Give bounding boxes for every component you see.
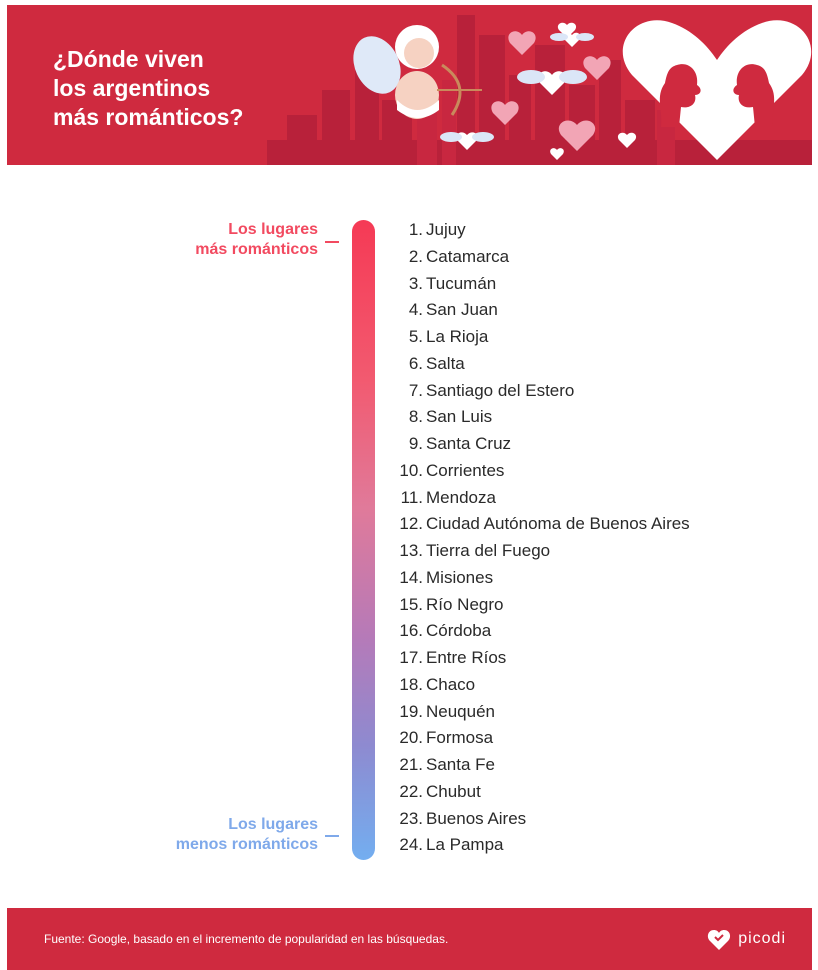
- rank-number: 17.: [399, 648, 423, 667]
- rank-number: 3.: [408, 273, 423, 293]
- province-name: Santa Fe: [426, 755, 495, 774]
- rank-number: 24.: [399, 835, 423, 855]
- province-name: Chubut: [426, 781, 481, 801]
- header-banner: [7, 5, 812, 165]
- label-connector-bottom: [325, 835, 339, 837]
- list-item: [380, 725, 690, 752]
- list-item: [380, 699, 690, 726]
- province-name: Córdoba: [426, 621, 492, 641]
- province-name: Corrientes: [426, 460, 505, 480]
- province-name: Misiones: [426, 567, 494, 587]
- rank-number: 12.: [399, 514, 423, 534]
- rank-number: 1.: [408, 220, 423, 239]
- province-name: Jujuy: [426, 220, 466, 239]
- province-name: La Pampa: [426, 835, 504, 855]
- province-name: Salta: [426, 353, 465, 373]
- rank-number: 15.: [399, 594, 423, 614]
- brand-logo: [706, 923, 786, 955]
- list-item: [380, 431, 690, 458]
- rank-number: 6.: [408, 353, 423, 373]
- rank-number: 5.: [408, 327, 423, 346]
- rank-number: 7.: [408, 380, 423, 400]
- list-item: [380, 351, 690, 378]
- title-line: ¿Dónde viven: [53, 46, 204, 72]
- rank-number: 20.: [399, 728, 423, 748]
- label-line: menos románticos: [175, 836, 318, 853]
- province-name: Neuquén: [426, 701, 496, 721]
- rank-number: 2.: [408, 246, 423, 266]
- rank-number: 4.: [408, 300, 423, 320]
- list-item: [380, 832, 690, 859]
- province-name: Río Negro: [426, 594, 504, 614]
- rank-number: 11.: [400, 487, 423, 507]
- rank-number: 21.: [399, 755, 423, 774]
- footer-banner: [7, 908, 812, 970]
- list-item: [380, 592, 690, 619]
- list-item: [380, 618, 690, 645]
- rank-number: 13.: [399, 541, 423, 560]
- list-item: [380, 404, 690, 431]
- label-line: Los lugares: [228, 221, 318, 238]
- label-line: más románticos: [195, 241, 318, 258]
- list-item: [380, 378, 690, 405]
- title-line: más románticos?: [53, 104, 244, 130]
- romance-gradient-scale: [352, 220, 375, 860]
- list-item: [380, 297, 690, 324]
- rank-number: 18.: [399, 674, 423, 694]
- rank-number: 23.: [399, 808, 423, 828]
- list-item: [380, 672, 690, 699]
- list-item: [380, 565, 690, 592]
- source-note: Fuente: Google, basado en el incremento de popularidad en las búsquedas.: [44, 932, 449, 946]
- list-item: [380, 217, 690, 244]
- province-name: Ciudad Autónoma de Buenos Aires: [426, 514, 690, 534]
- label-line: Los lugares: [228, 816, 318, 833]
- rank-number: 19.: [399, 701, 423, 721]
- province-name: La Rioja: [426, 327, 489, 346]
- label-connector-top: [325, 241, 339, 243]
- province-name: Buenos Aires: [426, 808, 527, 828]
- most-romantic-label: [18, 220, 318, 260]
- province-name: San Luis: [426, 407, 493, 427]
- list-item: [380, 779, 690, 806]
- province-name: Formosa: [426, 728, 494, 748]
- province-name: Tierra del Fuego: [426, 541, 551, 560]
- province-name: Chaco: [426, 674, 476, 694]
- brand-name: picodi: [738, 930, 786, 947]
- title-line: los argentinos: [53, 75, 211, 101]
- rank-number: 16.: [399, 621, 423, 641]
- list-item: [380, 485, 690, 512]
- rank-number: 9.: [408, 434, 423, 453]
- list-item: [380, 244, 690, 271]
- province-name: Santa Cruz: [426, 434, 512, 453]
- list-item: [380, 458, 690, 485]
- list-item: [380, 752, 690, 779]
- rank-number: 10.: [399, 460, 423, 480]
- province-name: Catamarca: [426, 246, 510, 266]
- page-title: [53, 45, 243, 132]
- list-item: [380, 806, 690, 833]
- least-romantic-label: [18, 815, 318, 855]
- province-name: Tucumán: [426, 273, 497, 293]
- list-item: [380, 271, 690, 298]
- rank-number: 8.: [408, 407, 423, 427]
- header-illustration: [267, 5, 812, 165]
- list-item: [380, 324, 690, 351]
- list-item: [380, 645, 690, 672]
- province-name: Entre Ríos: [426, 648, 507, 667]
- province-name: Mendoza: [426, 487, 496, 507]
- rank-number: 22.: [399, 781, 423, 801]
- list-item: [380, 511, 690, 538]
- province-name: Santiago del Estero: [426, 380, 575, 400]
- province-name: San Juan: [426, 300, 498, 320]
- list-item: [380, 538, 690, 565]
- picodi-logo-icon: [706, 926, 732, 952]
- province-ranking-list: [380, 217, 690, 859]
- rank-number: 14.: [399, 567, 423, 587]
